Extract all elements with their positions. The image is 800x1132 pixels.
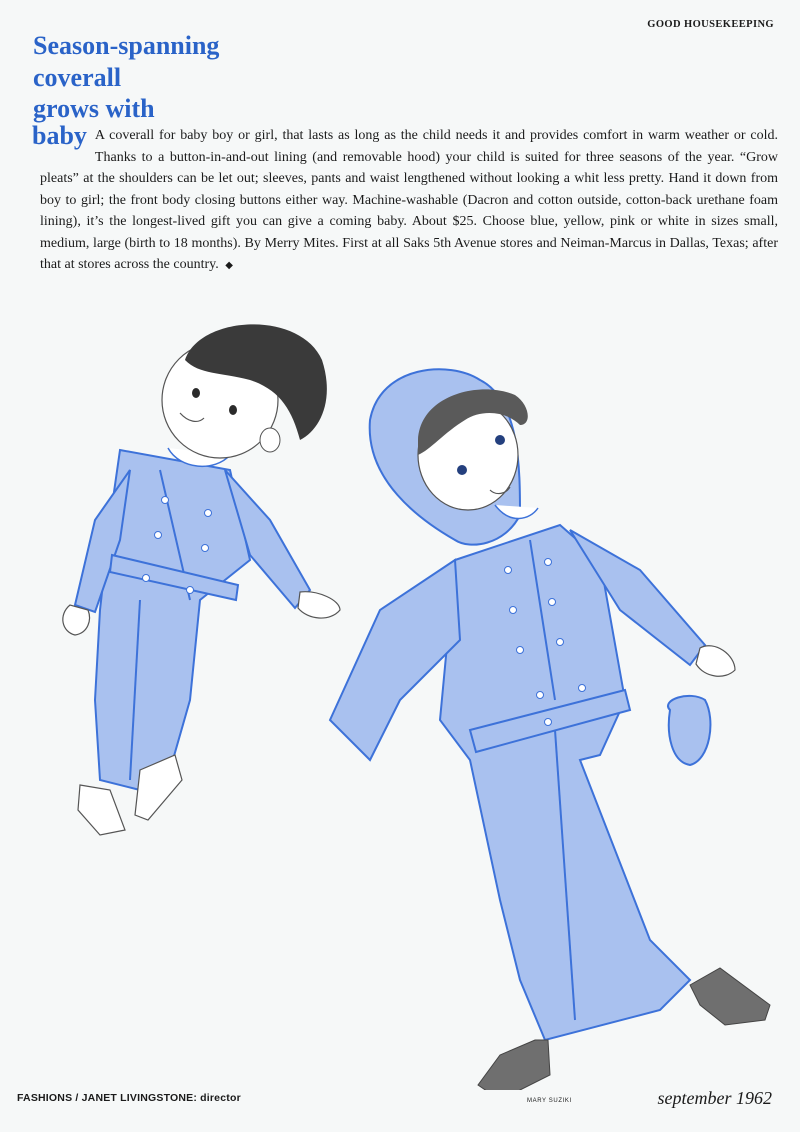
footer-credit: FASHIONS / JANET LIVINGSTONE: director bbox=[17, 1092, 241, 1104]
headline-line-2: coverall bbox=[33, 62, 122, 92]
article-paragraph: A coverall for baby boy or girl, that lasts as long as the child needs it and provides comfort in warm weather or cold. Thanks to a button-in-and-out lining (and removable hood) your child is suited for three seasons of the year. “Grow pleats” at the shoulders can be let out; sleeves, pants and waist lengthened without looking a whit less pretty. Hand it down from boy to girl; the front body closing buttons either way. Machine-washable (Dacron and cotton outside, cotton-back urethane foam lining), it’s the longest-lived gift you can give a coming baby. About $25. Choose blue, yellow, pink or white in sizes small, medium, large (birth to 18 months). By Merry Mites. First at all Saks 5th Avenue stores and Neiman-Marcus in Dallas, Texas; after that at stores across the country. bbox=[40, 128, 778, 272]
headline-line-3: grows with bbox=[33, 94, 155, 123]
baby-right bbox=[330, 369, 770, 1090]
headline-lead-word: baby bbox=[32, 121, 87, 150]
baby-left bbox=[63, 324, 340, 835]
masthead: GOOD HOUSEKEEPING bbox=[647, 19, 774, 30]
end-mark: ◆ bbox=[225, 260, 233, 271]
article-body bbox=[32, 121, 778, 277]
footer-artist: MARY SUZIKI bbox=[527, 1098, 572, 1104]
footer-issue: september 1962 bbox=[657, 1088, 772, 1108]
headline bbox=[33, 30, 263, 125]
headline-line-1: Season-spanning bbox=[33, 31, 220, 60]
coverall-illustration bbox=[0, 300, 800, 1090]
